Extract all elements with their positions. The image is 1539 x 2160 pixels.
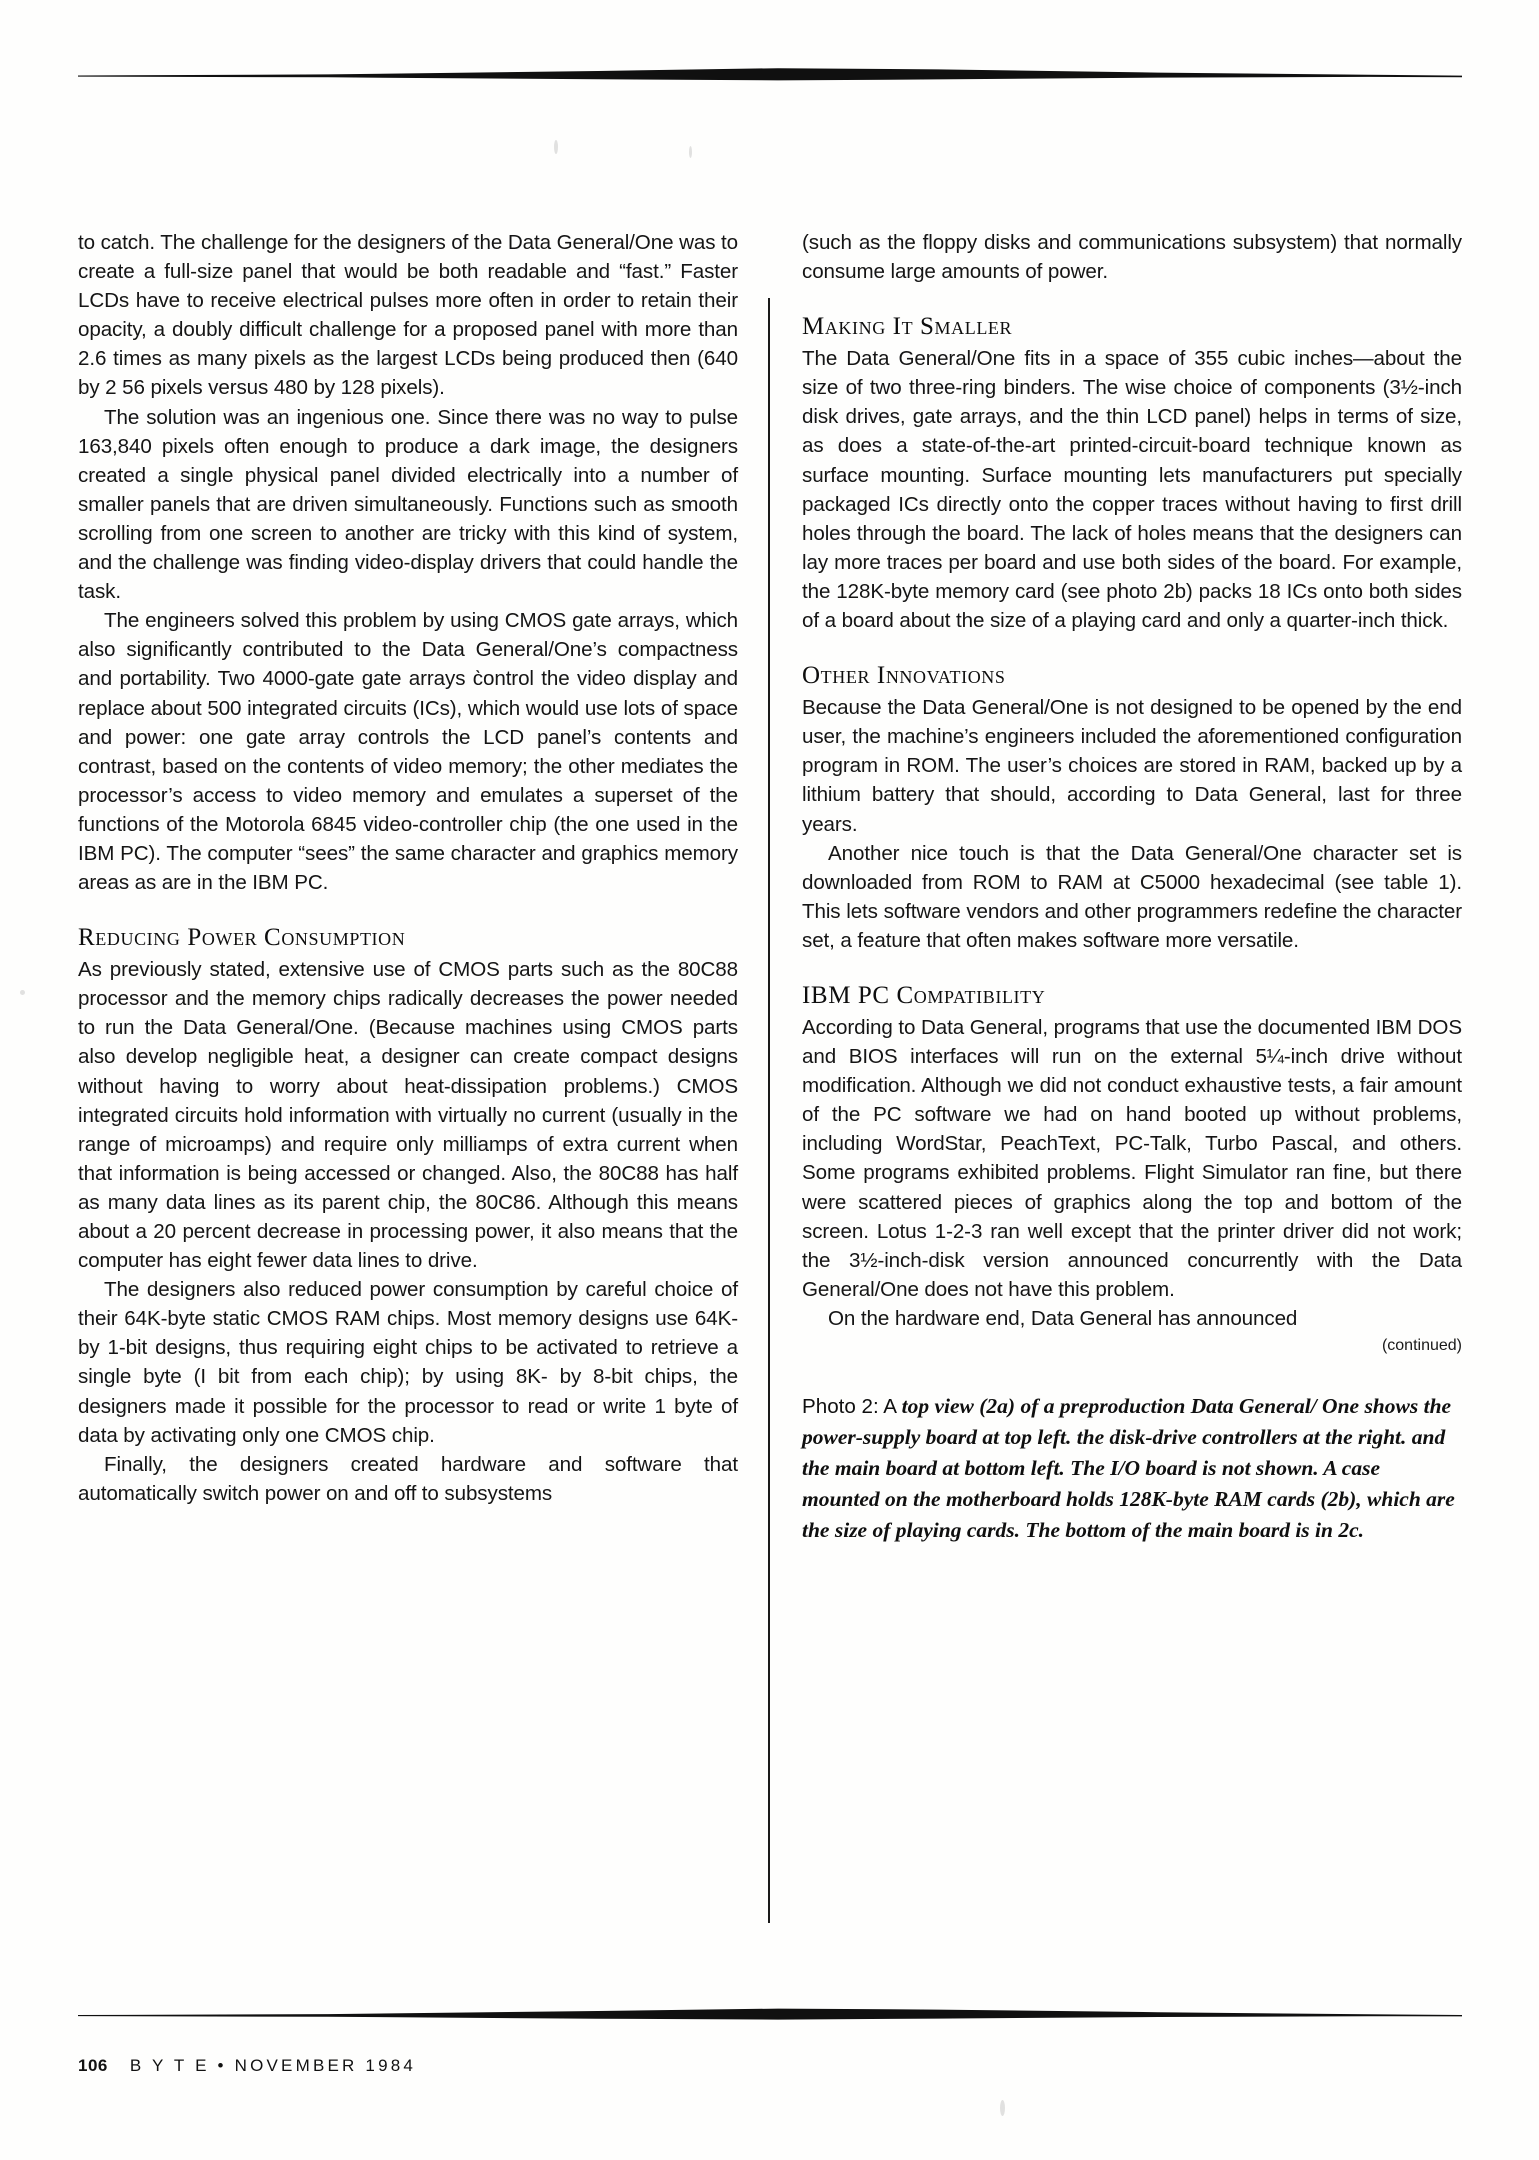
section-heading-making-it-smaller: Making It Smaller	[802, 313, 1013, 341]
paragraph: to catch. The challenge for the designers of the Data General/One was to create a full-size panel that would be both readable and “fast.” Faster LCDs have to receive electrical pulses more often in order to retain their opacity, a doubly difficult challenge for a proposed panel with more than 2.6 times as many pixels as the largest LCDs being produced then (640 by 2 56 pixels versus 480 by 128 pixels).	[78, 231, 738, 400]
scan-speck	[554, 140, 558, 154]
scan-speck	[20, 990, 25, 995]
paragraph: The engineers solved this problem by using CMOS gate arrays, which also significantly contributed to the Data General/One’s compactness and portability. Two 4000-gate gate arrays c̀ontrol the video display and replace about 500 integrated circuits (ICs), which would use lots of space and power: one gate array controls the LCD panel’s contents and contrast, based on the contents of video memory; the other mediates the processor’s access to video memory and emulates a superset of the functions of the Motorola 6845 video-controller chip (the one used in the IBM PC). The computer “sees” the same character and graphics memory areas as are in the IBM PC.	[78, 609, 738, 895]
paragraph: On the hardware end, Data General has announced	[828, 1306, 1298, 1330]
section-heading-ibm-pc-compatibility: IBM PC Compatibility	[802, 981, 1046, 1009]
paragraph: The designers also reduced power consumption by careful choice of their 64K-byte static CMOS RAM chips. Most memory designs use 64K- by 1-bit designs, thus requiring eight chips to be activated to retrieve a single byte (I bit from each chip); by using 8K- by 8-bit chips, the designers made it possible for the processor to read or write 1 byte of data by activating only one CMOS chip.	[78, 1278, 738, 1447]
paragraph: Finally, the designers created hardware and software that automatically switch power on and off to subsystems	[78, 1452, 738, 1505]
paragraph: The solution was an ingenious one. Since there was no way to pulse 163,840 pixels often enough to produce a dark image, the designers created a single physical panel divided electrically into a number of smaller panels that are driven simultaneously. Functions such as smooth scrolling from one screen to another are tricky with this kind of system, and the challenge was finding video-display drivers that could handle the task.	[78, 405, 738, 604]
page-number: 106	[78, 2056, 108, 2075]
paragraph: The Data General/One fits in a space of 355 cubic inches—about the size of two three-ring binders. The wise choice of components (3½-inch disk drives, gate arrays, and the thin LCD panel) helps in terms of size, as does a state-of-the-art printed-circuit-board technique known as surface mounting. Surface mounting lets manufacturers put specially packaged ICs directly onto the copper traces without having to first drill holes through the board. The lack of holes means that the designers can lay more traces per board and use both sides of the board. For example, the 128K-byte memory card (see photo 2b) packs 18 ICs onto both sides of a board about the size of a playing card and only a quarter-inch thick.	[802, 347, 1462, 633]
scan-speck	[689, 146, 692, 158]
photo-caption	[802, 1391, 1462, 1546]
right-column	[802, 228, 1462, 1546]
paragraph: As previously stated, extensive use of CMOS parts such as the 80C88 processor and the memory chips radically decreases the power needed to run the Data General/One. (Because machines using CMOS parts also develop negligible heat, a designer can create compact designs without having to worry about heat-dissipation problems.) CMOS integrated circuits hold information with virtually no current (usually in the range of microamps) and require only milliamps of extra current when that information is being accessed or changed. Also, the 80C88 has half as many data lines as its parent chip, the 80C86. Although this means about a 20 percent decrease in processing power, it also means that the computer has eight fewer data lines to drive.	[78, 958, 738, 1273]
article-columns	[78, 228, 1462, 1968]
continued-note: (continued)	[1381, 1337, 1462, 1354]
scan-speck	[1000, 2100, 1005, 2116]
paragraph: Because the Data General/One is not designed to be opened by the end user, the machine’s engineers included the aforementioned configuration program in ROM. The user’s choices are stored in RAM, backed up by a lithium battery that should, according to Data General, last for three years.	[802, 696, 1462, 836]
section-heading-reducing-power-consumption: Reducing Power Consumption	[78, 924, 406, 952]
paragraph: (such as the floppy disks and communications subsystem) that normally consume large amounts of power.	[802, 231, 1462, 284]
column-divider	[768, 298, 770, 1923]
footer-masthead: B Y T E • NOVEMBER 1984	[129, 2056, 417, 2075]
top-decorative-rule	[78, 58, 1462, 84]
left-column	[78, 228, 738, 1508]
photo-caption-text: top view (2a) of a preproduction Data General/ One shows the power-supply board at top left. the disk-drive controllers at the right. and the main board at bottom left. The I/O board is not shown. A case mounted on the motherboard holds 128K-byte RAM cards (2b), which are the size of playing cards. The bottom of the main board is in 2c.	[802, 1394, 1455, 1542]
section-heading-other-innovations: Other Innovations	[802, 662, 1006, 690]
page-footer	[78, 2056, 416, 2076]
bottom-decorative-rule	[78, 2002, 1462, 2028]
paragraph: According to Data General, programs that use the documented IBM DOS and BIOS interfaces will run on the external 5¼-inch drive without modification. Although we did not conduct exhaustive tests, a fair amount of the PC software we had on hand booted up without problems, including WordStar, PeachText, PC-Talk, Turbo Pascal, and others. Some programs exhibited problems. Flight Simulator ran fine, but there were scattered pieces of graphics along the top and bottom of the screen. Lotus 1-2-3 ran well except that the printer driver did not work; the 3½-inch-disk version announced concurrently with the Data General/One does not have this problem.	[802, 1015, 1462, 1301]
photo-caption-lead: Photo 2: A	[802, 1395, 902, 1418]
paragraph: Another nice touch is that the Data General/One character set is downloaded from ROM to RAM at C5000 hexadecimal (see table 1). This lets software vendors and other programmers redefine the character set, a feature that often makes software more versatile.	[802, 841, 1462, 952]
